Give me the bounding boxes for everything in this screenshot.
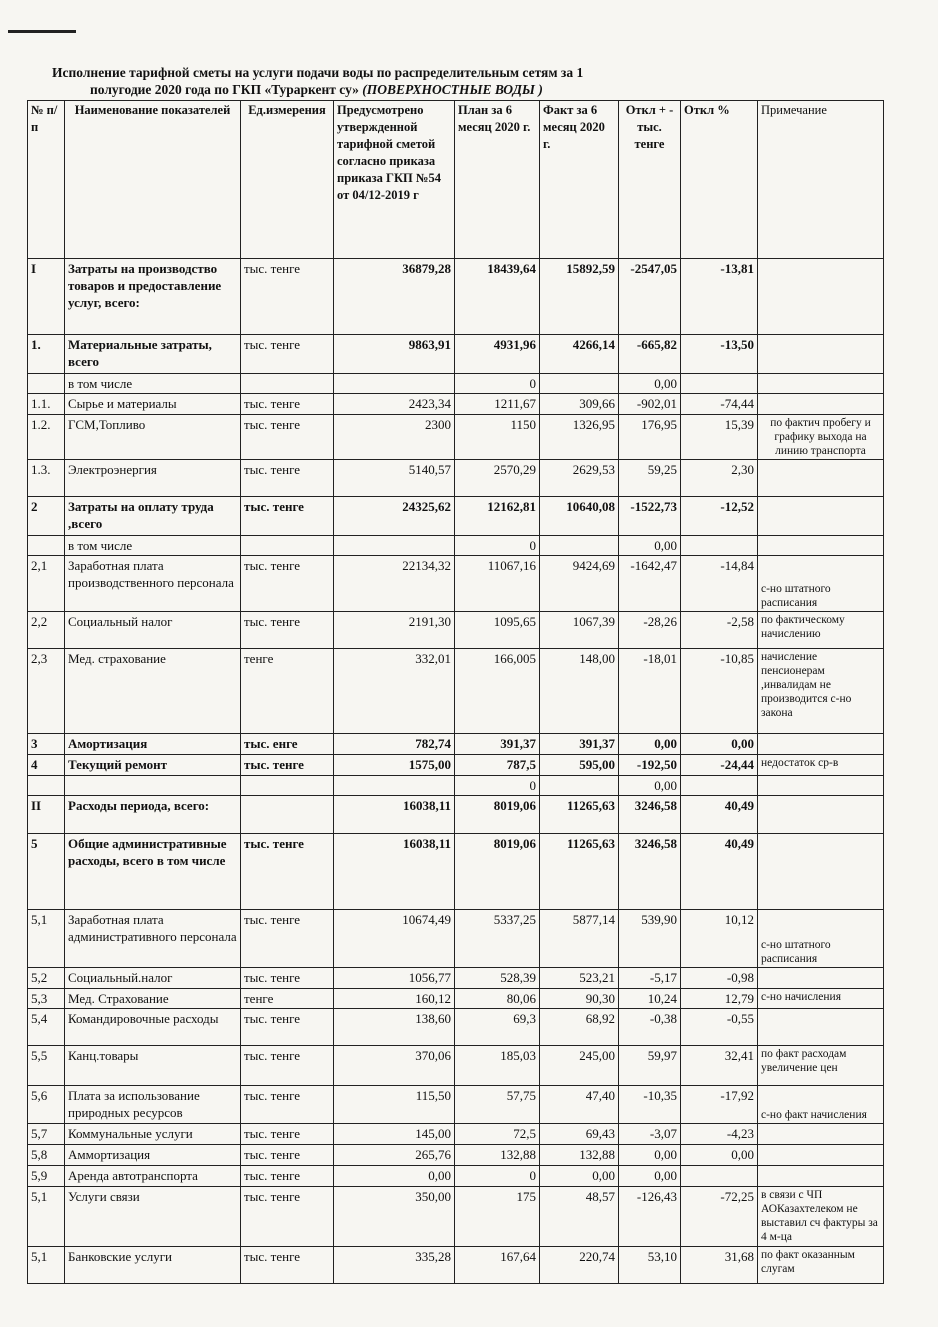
cell-unit: тыс. тенге bbox=[241, 1145, 334, 1166]
cell-dev: -1522,73 bbox=[619, 497, 681, 536]
cell-num: 5,3 bbox=[28, 989, 65, 1009]
cell-plan: 12162,81 bbox=[455, 497, 540, 536]
cell-name: Аммортизация bbox=[65, 1145, 241, 1166]
cell-unit: тыс. тенге bbox=[241, 1086, 334, 1124]
cell-fact: 90,30 bbox=[540, 989, 619, 1009]
cell-plan: 57,75 bbox=[455, 1086, 540, 1124]
cell-pct: 2,30 bbox=[681, 460, 758, 497]
table-row bbox=[28, 415, 884, 460]
cell-note: по фактическому начислению bbox=[758, 612, 884, 649]
cell-unit: тыс. тенге bbox=[241, 335, 334, 374]
cell-note: по фактич пробегу и графику выхода на линию транспорта bbox=[758, 415, 884, 460]
table-row bbox=[28, 1009, 884, 1046]
cell-name: Услуги связи bbox=[65, 1187, 241, 1247]
cell-dev: -2547,05 bbox=[619, 259, 681, 335]
cell-plan: 0 bbox=[455, 1166, 540, 1187]
table-row bbox=[28, 394, 884, 415]
cell-fact: 595,00 bbox=[540, 755, 619, 776]
cell-fact: 309,66 bbox=[540, 394, 619, 415]
cell-num: I bbox=[28, 259, 65, 335]
cell-num: 2,3 bbox=[28, 649, 65, 734]
cell-planned: 335,28 bbox=[334, 1247, 455, 1284]
cell-note bbox=[758, 1124, 884, 1145]
cell-planned: 160,12 bbox=[334, 989, 455, 1009]
cell-dev: -665,82 bbox=[619, 335, 681, 374]
cell-num: 5,7 bbox=[28, 1124, 65, 1145]
cell-dev: -0,38 bbox=[619, 1009, 681, 1046]
cell-note bbox=[758, 259, 884, 335]
cell-unit: тыс. тенге bbox=[241, 1187, 334, 1247]
cell-pct: 0,00 bbox=[681, 1145, 758, 1166]
cell-dev: 0,00 bbox=[619, 374, 681, 394]
header-plan: План за 6 месяц 2020 г. bbox=[455, 101, 540, 259]
cell-fact: 11265,63 bbox=[540, 834, 619, 910]
cell-dev: 59,25 bbox=[619, 460, 681, 497]
cell-note bbox=[758, 776, 884, 796]
cell-plan: 72,5 bbox=[455, 1124, 540, 1145]
table-row bbox=[28, 1124, 884, 1145]
cell-num: 1.3. bbox=[28, 460, 65, 497]
cell-pct: -2,58 bbox=[681, 612, 758, 649]
cell-note bbox=[758, 734, 884, 755]
cell-name: ГСМ,Топливо bbox=[65, 415, 241, 460]
table-header-row bbox=[28, 101, 884, 259]
table-row bbox=[28, 335, 884, 374]
cell-plan: 185,03 bbox=[455, 1046, 540, 1086]
cell-note bbox=[758, 460, 884, 497]
cell-fact: 69,43 bbox=[540, 1124, 619, 1145]
cell-note bbox=[758, 497, 884, 536]
cell-planned bbox=[334, 374, 455, 394]
cell-num: 3 bbox=[28, 734, 65, 755]
cell-note bbox=[758, 796, 884, 834]
cell-num bbox=[28, 536, 65, 556]
cell-unit: тыс. тенге bbox=[241, 910, 334, 968]
cell-name: Канц.товары bbox=[65, 1046, 241, 1086]
cell-unit: тыс. тенге bbox=[241, 497, 334, 536]
cell-num: 1.1. bbox=[28, 394, 65, 415]
cell-pct: 40,49 bbox=[681, 834, 758, 910]
table-row bbox=[28, 374, 884, 394]
cell-dev: 0,00 bbox=[619, 776, 681, 796]
cell-pct: 0,00 bbox=[681, 734, 758, 755]
cell-pct bbox=[681, 776, 758, 796]
cell-planned: 1056,77 bbox=[334, 968, 455, 989]
cell-note: начисление пенсионерам ,инвалидам не производится с-но закона bbox=[758, 649, 884, 734]
cell-fact: 523,21 bbox=[540, 968, 619, 989]
cell-plan: 1211,67 bbox=[455, 394, 540, 415]
cell-planned: 265,76 bbox=[334, 1145, 455, 1166]
cell-dev: 10,24 bbox=[619, 989, 681, 1009]
cell-name: Текущий ремонт bbox=[65, 755, 241, 776]
cell-pct: -74,44 bbox=[681, 394, 758, 415]
cell-plan: 2570,29 bbox=[455, 460, 540, 497]
cell-pct: 40,49 bbox=[681, 796, 758, 834]
cell-name: Коммунальные услуги bbox=[65, 1124, 241, 1145]
table-row bbox=[28, 536, 884, 556]
cell-note: с-но штатного расписания bbox=[758, 556, 884, 612]
cell-fact: 2629,53 bbox=[540, 460, 619, 497]
table-row bbox=[28, 1166, 884, 1187]
cell-num: 1.2. bbox=[28, 415, 65, 460]
cell-fact: 11265,63 bbox=[540, 796, 619, 834]
cell-unit bbox=[241, 374, 334, 394]
cell-num: 4 bbox=[28, 755, 65, 776]
cell-fact: 0,00 bbox=[540, 1166, 619, 1187]
cell-name: Плата за использование природных ресурсов bbox=[65, 1086, 241, 1124]
cell-planned: 9863,91 bbox=[334, 335, 455, 374]
cell-num: 5,8 bbox=[28, 1145, 65, 1166]
title-line-2 bbox=[40, 81, 900, 98]
header-deviation: Откл + - тыс. тенге bbox=[619, 101, 681, 259]
cell-note: с-но факт начисления bbox=[758, 1086, 884, 1124]
cell-num: 5,1 bbox=[28, 1187, 65, 1247]
cell-note bbox=[758, 335, 884, 374]
cell-pct: 10,12 bbox=[681, 910, 758, 968]
table-row bbox=[28, 834, 884, 910]
cell-name: Заработная плата производственного персонала bbox=[65, 556, 241, 612]
cell-fact: 245,00 bbox=[540, 1046, 619, 1086]
cell-pct: -14,84 bbox=[681, 556, 758, 612]
cell-planned: 2191,30 bbox=[334, 612, 455, 649]
cell-fact: 1326,95 bbox=[540, 415, 619, 460]
cell-num: 5,2 bbox=[28, 968, 65, 989]
title-line-2b: (ПОВЕРХНОСТНЫЕ ВОДЫ ) bbox=[362, 82, 543, 97]
cell-num: 1. bbox=[28, 335, 65, 374]
cell-planned: 10674,49 bbox=[334, 910, 455, 968]
cell-name: Затраты на оплату труда ,всего bbox=[65, 497, 241, 536]
cell-pct: -72,25 bbox=[681, 1187, 758, 1247]
cell-plan: 175 bbox=[455, 1187, 540, 1247]
cell-name: в том числе bbox=[65, 536, 241, 556]
table-row bbox=[28, 1187, 884, 1247]
cell-fact: 220,74 bbox=[540, 1247, 619, 1284]
cell-plan: 0 bbox=[455, 776, 540, 796]
cell-pct: -0,98 bbox=[681, 968, 758, 989]
title-line-2a: полугодие 2020 года по ГКП «Тураркент су» bbox=[90, 82, 363, 97]
cell-plan: 166,005 bbox=[455, 649, 540, 734]
cell-dev: 3246,58 bbox=[619, 796, 681, 834]
cell-plan: 11067,16 bbox=[455, 556, 540, 612]
cell-name bbox=[65, 776, 241, 796]
cell-dev: -1642,47 bbox=[619, 556, 681, 612]
cell-planned: 22134,32 bbox=[334, 556, 455, 612]
cell-name: Материальные затраты, всего bbox=[65, 335, 241, 374]
cell-num bbox=[28, 374, 65, 394]
cell-num: 5,9 bbox=[28, 1166, 65, 1187]
cell-dev: 53,10 bbox=[619, 1247, 681, 1284]
cell-fact: 148,00 bbox=[540, 649, 619, 734]
cell-plan: 4931,96 bbox=[455, 335, 540, 374]
cell-unit: тыс. тенге bbox=[241, 755, 334, 776]
cell-pct: -13,81 bbox=[681, 259, 758, 335]
cell-planned: 350,00 bbox=[334, 1187, 455, 1247]
scan-mark bbox=[8, 30, 76, 33]
cell-fact: 48,57 bbox=[540, 1187, 619, 1247]
table-row bbox=[28, 1247, 884, 1284]
cell-name: Социальный налог bbox=[65, 612, 241, 649]
cell-dev: -902,01 bbox=[619, 394, 681, 415]
table-row bbox=[28, 776, 884, 796]
table-row bbox=[28, 910, 884, 968]
cell-plan: 1150 bbox=[455, 415, 540, 460]
cell-unit: тыс. тенге bbox=[241, 612, 334, 649]
cell-planned: 2423,34 bbox=[334, 394, 455, 415]
table-row bbox=[28, 1086, 884, 1124]
cell-plan: 528,39 bbox=[455, 968, 540, 989]
header-num: № п/п bbox=[28, 101, 65, 259]
cell-dev: 0,00 bbox=[619, 536, 681, 556]
cell-pct: -13,50 bbox=[681, 335, 758, 374]
cell-fact bbox=[540, 776, 619, 796]
cell-unit: тыс. тенге bbox=[241, 394, 334, 415]
cell-dev: 176,95 bbox=[619, 415, 681, 460]
cell-dev: -28,26 bbox=[619, 612, 681, 649]
cell-name: в том числе bbox=[65, 374, 241, 394]
table-row bbox=[28, 968, 884, 989]
cell-note bbox=[758, 536, 884, 556]
cell-unit bbox=[241, 796, 334, 834]
cell-fact: 47,40 bbox=[540, 1086, 619, 1124]
cell-note: с-но начисления bbox=[758, 989, 884, 1009]
cell-unit: тыс. тенге bbox=[241, 1046, 334, 1086]
cell-unit: тыс. тенге bbox=[241, 460, 334, 497]
cell-name: Социальный.налог bbox=[65, 968, 241, 989]
cell-fact bbox=[540, 374, 619, 394]
cell-fact: 1067,39 bbox=[540, 612, 619, 649]
table-row bbox=[28, 1046, 884, 1086]
cell-note bbox=[758, 374, 884, 394]
cell-unit: тенге bbox=[241, 649, 334, 734]
cell-dev: -126,43 bbox=[619, 1187, 681, 1247]
cell-num: 2,1 bbox=[28, 556, 65, 612]
cell-plan: 18439,64 bbox=[455, 259, 540, 335]
cell-num: 5,4 bbox=[28, 1009, 65, 1046]
table-row bbox=[28, 989, 884, 1009]
cell-note bbox=[758, 1145, 884, 1166]
cell-num: 5,1 bbox=[28, 910, 65, 968]
cell-name: Расходы периода, всего: bbox=[65, 796, 241, 834]
cell-planned: 145,00 bbox=[334, 1124, 455, 1145]
cell-note bbox=[758, 834, 884, 910]
cell-note bbox=[758, 1166, 884, 1187]
cell-dev: -18,01 bbox=[619, 649, 681, 734]
cell-planned: 16038,11 bbox=[334, 834, 455, 910]
cell-unit bbox=[241, 536, 334, 556]
cell-num: 5 bbox=[28, 834, 65, 910]
table-row bbox=[28, 796, 884, 834]
cell-plan: 167,64 bbox=[455, 1247, 540, 1284]
cell-pct bbox=[681, 1166, 758, 1187]
cell-name: Затраты на производство товаров и предоставление услуг, всего: bbox=[65, 259, 241, 335]
cell-fact bbox=[540, 536, 619, 556]
cell-planned: 115,50 bbox=[334, 1086, 455, 1124]
header-planned: Предусмотрено утвержденной тарифной сметой согласно приказа приказа ГКП №54 от 04/12-2019 г bbox=[334, 101, 455, 259]
table-row bbox=[28, 556, 884, 612]
cell-fact: 5877,14 bbox=[540, 910, 619, 968]
cell-note: в связи с ЧП АОКазахтелеком не выставил сч фактуры за 4 м-ца bbox=[758, 1187, 884, 1247]
cell-plan: 8019,06 bbox=[455, 834, 540, 910]
cell-unit: тыс. тенге bbox=[241, 834, 334, 910]
cell-plan: 5337,25 bbox=[455, 910, 540, 968]
table-row bbox=[28, 460, 884, 497]
cell-plan: 0 bbox=[455, 536, 540, 556]
cell-num: 5,6 bbox=[28, 1086, 65, 1124]
cell-planned: 1575,00 bbox=[334, 755, 455, 776]
cell-unit: тыс. тенге bbox=[241, 968, 334, 989]
cell-plan: 1095,65 bbox=[455, 612, 540, 649]
cell-num: 5,1 bbox=[28, 1247, 65, 1284]
cell-fact: 68,92 bbox=[540, 1009, 619, 1046]
table-row bbox=[28, 649, 884, 734]
cell-note: с-но штатного расписания bbox=[758, 910, 884, 968]
cell-planned: 16038,11 bbox=[334, 796, 455, 834]
title-line-1: Исполнение тарифной сметы на услуги подачи воды по распределительным сетям за 1 bbox=[52, 65, 584, 80]
cell-num: 5,5 bbox=[28, 1046, 65, 1086]
cell-num: 2 bbox=[28, 497, 65, 536]
cell-unit: тыс. тенге bbox=[241, 415, 334, 460]
header-fact: Факт за 6 месяц 2020 г. bbox=[540, 101, 619, 259]
cell-name: Общие административные расходы, всего в том числе bbox=[65, 834, 241, 910]
header-deviation-pct: Откл % bbox=[681, 101, 758, 259]
cell-unit: тыс. тенге bbox=[241, 1009, 334, 1046]
cell-pct: -4,23 bbox=[681, 1124, 758, 1145]
cell-dev: 539,90 bbox=[619, 910, 681, 968]
table-row bbox=[28, 755, 884, 776]
cell-fact: 4266,14 bbox=[540, 335, 619, 374]
cell-pct: -12,52 bbox=[681, 497, 758, 536]
cell-pct bbox=[681, 374, 758, 394]
cell-name: Электроэнергия bbox=[65, 460, 241, 497]
cell-pct: -24,44 bbox=[681, 755, 758, 776]
cell-unit: тыс. тенге bbox=[241, 1166, 334, 1187]
tariff-estimate-table bbox=[27, 100, 884, 1284]
cell-fact: 9424,69 bbox=[540, 556, 619, 612]
cell-pct: 15,39 bbox=[681, 415, 758, 460]
cell-plan: 0 bbox=[455, 374, 540, 394]
cell-plan: 391,37 bbox=[455, 734, 540, 755]
cell-name: Аренда автотранспорта bbox=[65, 1166, 241, 1187]
header-unit: Ед.измерения bbox=[241, 101, 334, 259]
cell-name: Командировочные расходы bbox=[65, 1009, 241, 1046]
table-row bbox=[28, 497, 884, 536]
cell-planned bbox=[334, 536, 455, 556]
cell-note bbox=[758, 1009, 884, 1046]
cell-planned: 332,01 bbox=[334, 649, 455, 734]
cell-fact: 10640,08 bbox=[540, 497, 619, 536]
cell-unit: тенге bbox=[241, 989, 334, 1009]
cell-name: Банковские услуги bbox=[65, 1247, 241, 1284]
header-note: Примечание bbox=[758, 101, 884, 259]
cell-fact: 391,37 bbox=[540, 734, 619, 755]
document-title bbox=[40, 64, 900, 98]
cell-pct: -10,85 bbox=[681, 649, 758, 734]
cell-name: Заработная плата административного персонала bbox=[65, 910, 241, 968]
table-row bbox=[28, 259, 884, 335]
cell-fact: 132,88 bbox=[540, 1145, 619, 1166]
table-row bbox=[28, 734, 884, 755]
cell-unit: тыс. тенге bbox=[241, 556, 334, 612]
header-name: Наименование показателей bbox=[65, 101, 241, 259]
cell-num: II bbox=[28, 796, 65, 834]
cell-plan: 132,88 bbox=[455, 1145, 540, 1166]
cell-note bbox=[758, 968, 884, 989]
table-row bbox=[28, 1145, 884, 1166]
cell-num: 2,2 bbox=[28, 612, 65, 649]
table-row bbox=[28, 612, 884, 649]
cell-name: Мед. страхование bbox=[65, 649, 241, 734]
cell-plan: 69,3 bbox=[455, 1009, 540, 1046]
cell-note: по факт расходам увеличение цен bbox=[758, 1046, 884, 1086]
cell-planned: 24325,62 bbox=[334, 497, 455, 536]
cell-plan: 80,06 bbox=[455, 989, 540, 1009]
cell-planned: 138,60 bbox=[334, 1009, 455, 1046]
cell-fact: 15892,59 bbox=[540, 259, 619, 335]
cell-unit: тыс. енге bbox=[241, 734, 334, 755]
cell-dev: -192,50 bbox=[619, 755, 681, 776]
cell-dev: 3246,58 bbox=[619, 834, 681, 910]
cell-unit: тыс. тенге bbox=[241, 1247, 334, 1284]
cell-dev: 59,97 bbox=[619, 1046, 681, 1086]
cell-planned: 782,74 bbox=[334, 734, 455, 755]
cell-planned: 36879,28 bbox=[334, 259, 455, 335]
cell-pct: -0,55 bbox=[681, 1009, 758, 1046]
cell-pct: 12,79 bbox=[681, 989, 758, 1009]
cell-unit bbox=[241, 776, 334, 796]
cell-plan: 787,5 bbox=[455, 755, 540, 776]
cell-planned: 370,06 bbox=[334, 1046, 455, 1086]
cell-name: Амортизация bbox=[65, 734, 241, 755]
cell-dev: 0,00 bbox=[619, 1166, 681, 1187]
cell-planned bbox=[334, 776, 455, 796]
cell-plan: 8019,06 bbox=[455, 796, 540, 834]
cell-pct bbox=[681, 536, 758, 556]
cell-unit: тыс. тенге bbox=[241, 259, 334, 335]
cell-num bbox=[28, 776, 65, 796]
cell-planned: 5140,57 bbox=[334, 460, 455, 497]
cell-note: недостаток ср-в bbox=[758, 755, 884, 776]
cell-name: Мед. Страхование bbox=[65, 989, 241, 1009]
cell-dev: -5,17 bbox=[619, 968, 681, 989]
cell-pct: 32,41 bbox=[681, 1046, 758, 1086]
cell-note: по факт оказанным слугам bbox=[758, 1247, 884, 1284]
cell-dev: 0,00 bbox=[619, 1145, 681, 1166]
cell-planned: 0,00 bbox=[334, 1166, 455, 1187]
cell-name: Сырье и материалы bbox=[65, 394, 241, 415]
cell-dev: -3,07 bbox=[619, 1124, 681, 1145]
cell-pct: 31,68 bbox=[681, 1247, 758, 1284]
cell-unit: тыс. тенге bbox=[241, 1124, 334, 1145]
cell-dev: -10,35 bbox=[619, 1086, 681, 1124]
cell-planned: 2300 bbox=[334, 415, 455, 460]
cell-note bbox=[758, 394, 884, 415]
cell-pct: -17,92 bbox=[681, 1086, 758, 1124]
cell-dev: 0,00 bbox=[619, 734, 681, 755]
